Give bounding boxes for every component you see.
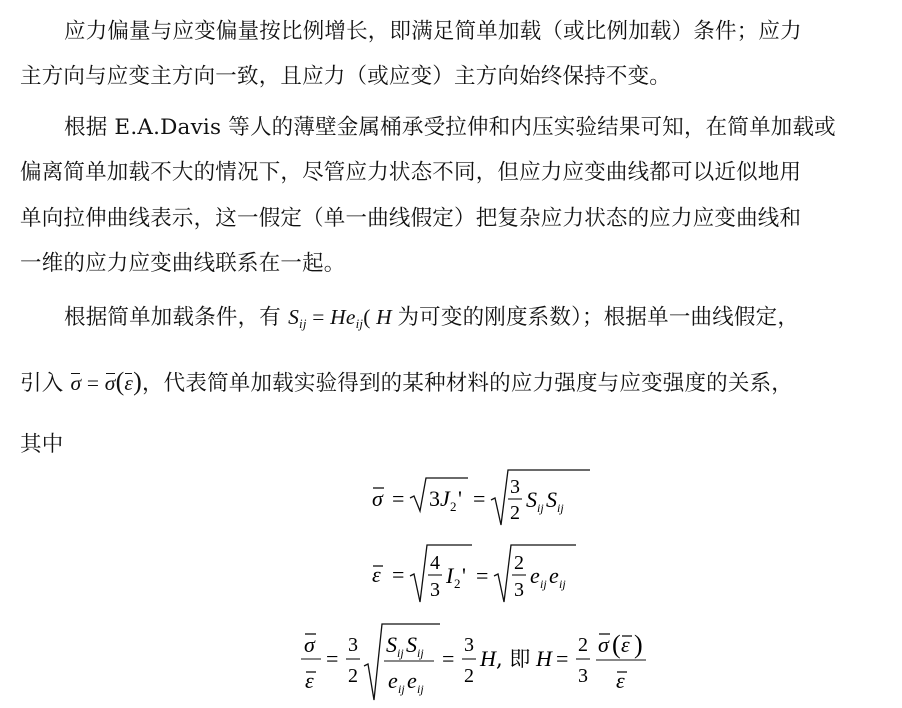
svg-text:=: =: [442, 646, 455, 671]
svg-text:ε: ε: [305, 668, 314, 693]
formula-sij-equals-heij: $S_{ij} = He_{ij}$: [288, 305, 364, 331]
svg-text:S: S: [386, 632, 397, 657]
paragraph-2-line-1: 根据 E.A.Davis 等人的薄壁金属桶承受拉伸和内压实验结果可知，在简单加载或: [64, 115, 836, 140]
para3-lead2: 引入: [20, 371, 64, 396]
svg-text:I: I: [446, 563, 454, 588]
para3-tail2: ，代表简单加载实验得到的某种材料的应力强度与应变强度的关系，: [141, 371, 793, 396]
svg-text:3: 3: [430, 579, 440, 601]
svg-text:ij: ij: [417, 646, 424, 660]
svg-text:ij: ij: [398, 682, 405, 696]
svg-text:ε: ε: [621, 632, 630, 657]
svg-text:): ): [634, 630, 643, 659]
svg-text:S: S: [526, 487, 537, 512]
svg-text:e: e: [407, 668, 417, 693]
svg-text:ij: ij: [417, 682, 424, 696]
svg-text:σ: σ: [598, 632, 609, 657]
svg-text:=: =: [392, 486, 405, 511]
paragraph-3-line-1: [64, 300, 799, 332]
svg-text:ε: ε: [372, 562, 381, 587]
svg-text:3: 3: [510, 476, 520, 498]
svg-text:2: 2: [454, 576, 461, 591]
equation-epsilon-bar: [350, 540, 600, 610]
svg-text:2: 2: [514, 552, 524, 574]
paragraph-2-line-4: 一维的应力应变曲线联系在一起。: [20, 251, 346, 276]
svg-text:3: 3: [464, 634, 474, 656]
svg-text:2: 2: [450, 499, 457, 514]
svg-text:H: H: [480, 646, 496, 671]
svg-text:ij: ij: [557, 501, 564, 515]
paren-open: (: [363, 305, 371, 329]
svg-text:=: =: [392, 562, 405, 587]
svg-text:=: =: [326, 646, 339, 671]
para3-lead: 根据简单加载条件，有: [64, 305, 282, 330]
svg-text:σ: σ: [372, 486, 383, 511]
svg-text:=: =: [476, 563, 489, 588]
svg-text:S: S: [406, 632, 417, 657]
svg-text:2: 2: [510, 502, 520, 524]
equation-sigma-bar: [350, 466, 600, 532]
equation-h-relation: [290, 618, 680, 708]
svg-text:3: 3: [578, 665, 588, 687]
svg-text:S: S: [546, 487, 557, 512]
para3-mid1: 为可变的刚度系数）；根据单一曲线假定，: [397, 305, 800, 330]
svg-text:2: 2: [578, 634, 588, 656]
svg-text:': ': [458, 486, 462, 511]
paragraph-1-line-1: 应力偏量与应变偏量按比例增长，即满足简单加载（或比例加载）条件；应力: [64, 19, 802, 44]
text-comma-ji: , 即: [496, 647, 531, 671]
formula-sigma-bar-of-epsilon-bar: σ = σ(ε): [70, 367, 142, 396]
svg-text:': ': [462, 563, 466, 588]
svg-text:ε: ε: [616, 668, 625, 693]
paragraph-3-line-3: 其中: [20, 432, 64, 457]
svg-text:3: 3: [348, 634, 358, 656]
svg-text:3: 3: [514, 579, 524, 601]
symbol-h: H: [370, 305, 398, 329]
svg-text:ij: ij: [537, 501, 544, 515]
paragraph-2-line-2: 偏离简单加载不大的情况下，尽管应力状态不同，但应力应变曲线都可以近似地用: [20, 160, 802, 185]
svg-text:(: (: [612, 630, 621, 659]
svg-text:=: =: [473, 486, 486, 511]
paragraph-1-line-2: 主方向与应变主方向一致，且应力（或应变）主方向始终保持不变。: [20, 64, 672, 89]
svg-text:2: 2: [348, 665, 358, 687]
svg-text:e: e: [530, 563, 540, 588]
svg-text:e: e: [388, 668, 398, 693]
svg-text:ij: ij: [559, 577, 566, 591]
svg-text:H: H: [536, 646, 552, 671]
svg-text:3: 3: [429, 486, 440, 511]
svg-text:σ: σ: [304, 632, 315, 657]
svg-text:e: e: [549, 563, 559, 588]
paragraph-2-line-3: 单向拉伸曲线表示，这一假定（单一曲线假定）把复杂应力状态的应力应变曲线和: [20, 206, 802, 231]
svg-text:=: =: [556, 646, 569, 671]
svg-text:4: 4: [430, 552, 440, 574]
paragraph-3-line-2: [20, 366, 793, 397]
svg-text:ij: ij: [397, 646, 404, 660]
svg-text:2: 2: [464, 665, 474, 687]
svg-text:ij: ij: [540, 577, 547, 591]
svg-text:J: J: [440, 486, 450, 511]
